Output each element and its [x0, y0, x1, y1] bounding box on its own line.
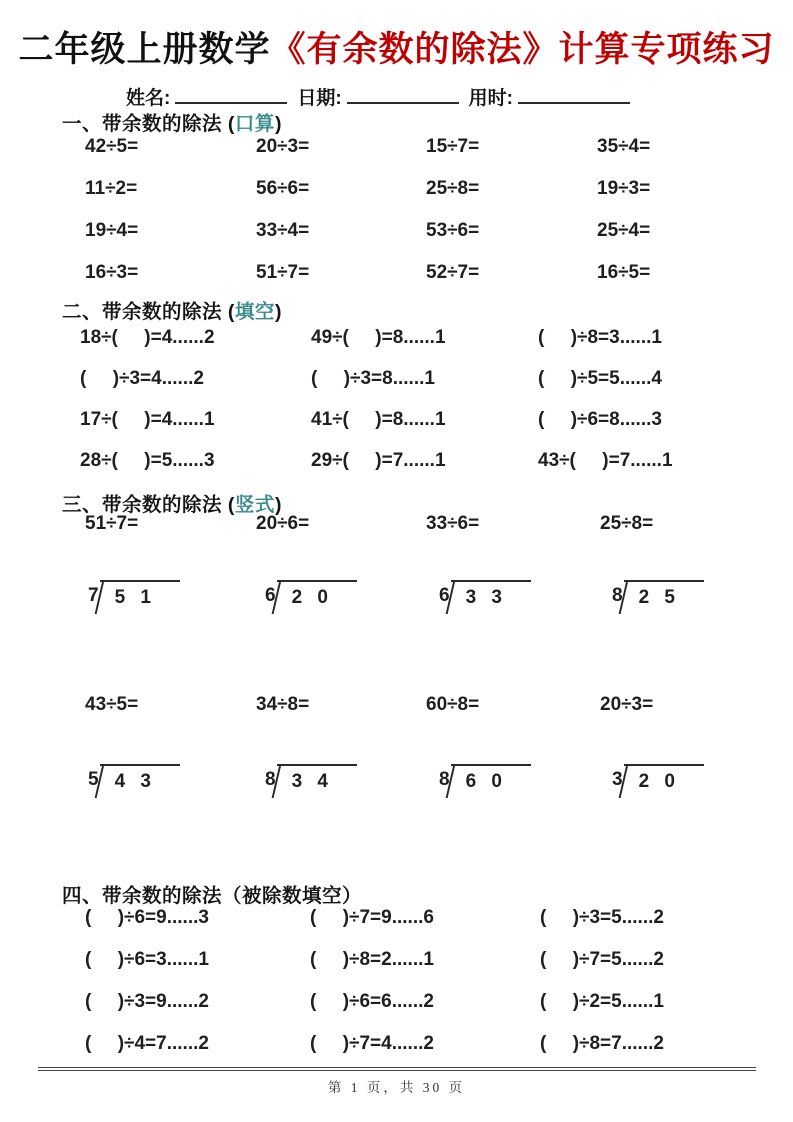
section-3-equation-row-1: [85, 513, 653, 535]
dividend: 6 0: [465, 771, 507, 792]
section-1-problem-grid: [85, 136, 650, 284]
long-division-bracket: [265, 764, 439, 803]
long-division-bracket: [88, 764, 265, 803]
dividend: 2 5: [638, 587, 680, 608]
divisor: 6: [265, 585, 276, 606]
section-1-heading-text: 一、带余数的除法 (: [62, 113, 235, 135]
problem-cell: ( )÷6=9......3: [85, 907, 209, 928]
division-bracket-box: [277, 764, 357, 803]
long-division-bracket: [612, 580, 704, 619]
section-2-heading-text: 二、带余数的除法 (: [62, 301, 235, 323]
problem-cell: 53÷6=: [426, 220, 480, 241]
division-bracket-box: [624, 580, 704, 619]
division-bracket-box: [451, 580, 531, 619]
problem-cell: 41÷( )=8......1: [311, 409, 446, 430]
divisor: 7: [88, 585, 99, 606]
problem-cell: 56÷6=: [256, 178, 310, 199]
divisor: 8: [265, 769, 276, 790]
section-4-heading-text: 四、带余数的除法（被除数填空）: [62, 885, 363, 907]
section-3-long-division-row-1: [88, 580, 704, 619]
date-blank-line: [347, 87, 459, 104]
section-4-heading: [62, 880, 362, 908]
section-1-heading-close: ): [274, 113, 282, 135]
divisor: 8: [439, 769, 450, 790]
problem-cell: ( )÷3=8......1: [311, 368, 435, 389]
problem-cell: 25÷8=: [600, 513, 654, 534]
problem-cell: 51÷7=: [85, 513, 139, 534]
problem-cell: ( )÷6=8......3: [538, 409, 662, 430]
section-3-equation-row-2: [85, 694, 653, 716]
problem-cell: 20÷6=: [256, 513, 310, 534]
problem-cell: ( )÷8=2......1: [310, 949, 434, 970]
section-4-problem-grid: [85, 907, 664, 1055]
problem-cell: ( )÷5=5......4: [538, 368, 662, 389]
problem-cell: 11÷2=: [85, 178, 138, 199]
problem-cell: ( )÷7=5......2: [540, 949, 664, 970]
name-blank-line: [175, 87, 287, 104]
problem-cell: 19÷3=: [597, 178, 651, 199]
section-3-tag-vertical-form: 竖式: [234, 494, 275, 516]
problem-cell: ( )÷7=4......2: [310, 1033, 434, 1054]
problem-cell: 18÷( )=4......2: [80, 327, 215, 348]
division-bracket-box: [624, 764, 704, 803]
title-book-name: 《有余数的除法》: [270, 30, 559, 69]
problem-cell: ( )÷4=7......2: [85, 1033, 209, 1054]
problem-cell: 19÷4=: [85, 220, 139, 241]
title-suffix: 计算专项练习: [558, 30, 775, 69]
problem-cell: 43÷( )=7......1: [538, 450, 673, 471]
division-bracket-box: [100, 580, 180, 619]
problem-cell: 17÷( )=4......1: [80, 409, 215, 430]
problem-cell: 15÷7=: [426, 136, 480, 157]
problem-cell: 33÷4=: [256, 220, 310, 241]
name-label: 姓名:: [126, 88, 171, 109]
dividend: 2 0: [638, 771, 680, 792]
problem-cell: 20÷3=: [256, 136, 310, 157]
problem-cell: 35÷4=: [597, 136, 651, 157]
date-label: 日期:: [297, 88, 342, 109]
problem-cell: 52÷7=: [426, 262, 480, 283]
page-title: [0, 22, 793, 72]
dividend: 3 3: [465, 587, 507, 608]
division-bracket-box: [451, 764, 531, 803]
division-bracket-box: [277, 580, 357, 619]
divisor: 3: [612, 769, 623, 790]
problem-cell: ( )÷3=5......2: [540, 907, 664, 928]
section-1-tag-oral: 口算: [234, 113, 275, 135]
section-1-heading: [62, 108, 282, 136]
problem-cell: ( )÷7=9......6: [310, 907, 434, 928]
section-2-heading-close: ): [274, 301, 282, 323]
section-2-heading: [62, 296, 282, 324]
dividend: 3 4: [291, 771, 333, 792]
long-division-bracket: [265, 580, 439, 619]
problem-cell: ( )÷2=5......1: [540, 991, 664, 1012]
problem-cell: 34÷8=: [256, 694, 310, 715]
problem-cell: 16÷3=: [85, 262, 139, 283]
time-blank-line: [518, 87, 630, 104]
problem-cell: ( )÷6=6......2: [310, 991, 434, 1012]
problem-cell: ( )÷6=3......1: [85, 949, 209, 970]
section-3-heading-text: 三、带余数的除法 (: [62, 494, 235, 516]
section-2-problem-grid: [80, 327, 673, 472]
problem-cell: 42÷5=: [85, 136, 139, 157]
section-2-tag-fill-blank: 填空: [234, 301, 275, 323]
problem-cell: 16÷5=: [597, 262, 651, 283]
footer-divider-rule: [38, 1067, 756, 1071]
dividend: 2 0: [291, 587, 333, 608]
problem-cell: 49÷( )=8......1: [311, 327, 446, 348]
problem-cell: 43÷5=: [85, 694, 139, 715]
divisor: 5: [88, 769, 99, 790]
problem-cell: 20÷3=: [600, 694, 654, 715]
problem-cell: 28÷( )=5......3: [80, 450, 215, 471]
divisor: 8: [612, 585, 623, 606]
problem-cell: 33÷6=: [426, 513, 480, 534]
problem-cell: ( )÷3=9......2: [85, 991, 209, 1012]
long-division-bracket: [439, 580, 612, 619]
problem-cell: 29÷( )=7......1: [311, 450, 446, 471]
problem-cell: ( )÷8=7......2: [540, 1033, 664, 1054]
info-line: [126, 83, 640, 110]
dividend: 4 3: [114, 771, 156, 792]
long-division-bracket: [612, 764, 704, 803]
section-3-heading-close: ): [274, 494, 282, 516]
long-division-bracket: [439, 764, 612, 803]
divisor: 6: [439, 585, 450, 606]
long-division-bracket: [88, 580, 265, 619]
problem-cell: 60÷8=: [426, 694, 480, 715]
problem-cell: ( )÷8=3......1: [538, 327, 662, 348]
division-bracket-box: [100, 764, 180, 803]
time-label: 用时:: [468, 88, 513, 109]
problem-cell: 25÷8=: [426, 178, 480, 199]
dividend: 5 1: [114, 587, 156, 608]
problem-cell: 25÷4=: [597, 220, 651, 241]
problem-cell: ( )÷3=4......2: [80, 368, 204, 389]
section-3-long-division-row-2: [88, 764, 704, 803]
title-course: 二年级上册数学: [18, 30, 271, 69]
problem-cell: 51÷7=: [256, 262, 310, 283]
page-number: 第 1 页，共 30 页: [327, 1080, 466, 1095]
